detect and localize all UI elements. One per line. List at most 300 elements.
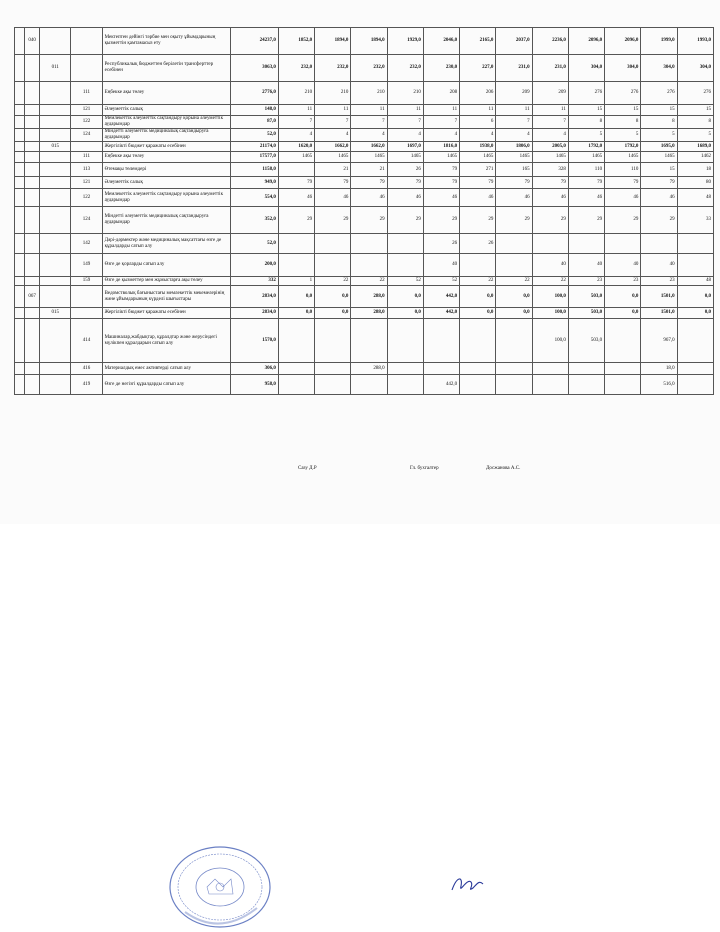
cell-m2: 210 xyxy=(315,82,351,105)
cell-m9: 1465 xyxy=(568,152,604,163)
cell-m9: 276 xyxy=(568,82,604,105)
cell-m8: 40 xyxy=(532,254,568,277)
cell-m7: 79 xyxy=(496,177,532,189)
cell-m1 xyxy=(278,234,314,254)
cell-m11: 79 xyxy=(641,177,677,189)
cell-m1: 7 xyxy=(278,116,314,129)
signatory-2-name: Досжанова А.С. xyxy=(486,466,521,471)
table-row xyxy=(15,177,714,189)
cell-m9: 503,0 xyxy=(568,286,604,308)
cell-m12: 18 xyxy=(677,163,713,177)
cell-c3 xyxy=(40,105,71,116)
cell-m9: 40 xyxy=(568,254,604,277)
cell-m1: 210 xyxy=(278,82,314,105)
cell-m7: 22 xyxy=(496,277,532,286)
cell-m11: 18,0 xyxy=(641,363,677,375)
cell-m11 xyxy=(641,234,677,254)
cell-total: 1158,0 xyxy=(230,163,278,177)
cell-m2: 1465 xyxy=(315,152,351,163)
cell-name: Өзге де негізгі құралдарды сатып алу xyxy=(102,375,230,395)
cell-m2: 21 xyxy=(315,163,351,177)
cell-m4: 46 xyxy=(387,189,423,207)
cell-c1 xyxy=(15,55,25,82)
cell-m1: 1465 xyxy=(278,152,314,163)
cell-c3 xyxy=(40,254,71,277)
cell-m4: 232,0 xyxy=(387,55,423,82)
cell-m5: 46 xyxy=(423,189,459,207)
cell-c3 xyxy=(40,286,71,308)
cell-m6: 22 xyxy=(460,277,496,286)
cell-c4: 111 xyxy=(71,152,102,163)
cell-m9: 503,0 xyxy=(568,308,604,319)
cell-m3 xyxy=(351,254,387,277)
cell-c2 xyxy=(25,129,40,142)
cell-m2 xyxy=(315,375,351,395)
cell-c1 xyxy=(15,129,25,142)
cell-total: 1570,0 xyxy=(230,319,278,363)
cell-m9: 110 xyxy=(568,163,604,177)
cell-c4: 122 xyxy=(71,189,102,207)
cell-m7 xyxy=(496,234,532,254)
cell-m9: 15 xyxy=(568,105,604,116)
cell-total: 148,0 xyxy=(230,105,278,116)
cell-m9: 23 xyxy=(568,277,604,286)
cell-m5: 442,0 xyxy=(423,308,459,319)
cell-m1: 4 xyxy=(278,129,314,142)
cell-c3 xyxy=(40,277,71,286)
cell-c1 xyxy=(15,277,25,286)
cell-m3 xyxy=(351,375,387,395)
cell-name: Өзге де қорларды сатып алу xyxy=(102,254,230,277)
cell-m9 xyxy=(568,363,604,375)
cell-name: Әлеуметтік салық xyxy=(102,105,230,116)
cell-c3 xyxy=(40,363,71,375)
cell-m12: 48 xyxy=(677,277,713,286)
cell-m8: 7 xyxy=(532,116,568,129)
cell-name: Міндетті әлеуметтік медициналық сақтандыруға аударымдар xyxy=(102,129,230,142)
cell-m4 xyxy=(387,363,423,375)
cell-m10: 1465 xyxy=(605,152,641,163)
cell-m10: 8 xyxy=(605,116,641,129)
cell-m2: 46 xyxy=(315,189,351,207)
cell-m5: 79 xyxy=(423,163,459,177)
cell-c2 xyxy=(25,207,40,234)
cell-m8: 11 xyxy=(532,105,568,116)
cell-m2 xyxy=(315,363,351,375)
cell-c2: 067 xyxy=(25,286,40,308)
cell-m5: 29 xyxy=(423,207,459,234)
cell-m5: 26 xyxy=(423,234,459,254)
cell-m5: 208 xyxy=(423,82,459,105)
cell-m3: 1662,0 xyxy=(351,142,387,152)
cell-m3: 1894,0 xyxy=(351,28,387,55)
cell-c2 xyxy=(25,152,40,163)
cell-c2 xyxy=(25,375,40,395)
cell-m1: 1 xyxy=(278,277,314,286)
cell-m2 xyxy=(315,319,351,363)
cell-m5: 1816,0 xyxy=(423,142,459,152)
cell-m2: 1894,0 xyxy=(315,28,351,55)
cell-c1 xyxy=(15,28,25,55)
cell-m9 xyxy=(568,375,604,395)
cell-m11: 15 xyxy=(641,105,677,116)
cell-m4: 11 xyxy=(387,105,423,116)
table-row xyxy=(15,207,714,234)
cell-name: Міндетті әлеуметтік медициналық сақтандыруға аударымдар xyxy=(102,207,230,234)
cell-m4: 79 xyxy=(387,177,423,189)
cell-c1 xyxy=(15,363,25,375)
cell-m8 xyxy=(532,363,568,375)
cell-m4: 29 xyxy=(387,207,423,234)
cell-name: Жергілікті бюджет қаражаты есебінен xyxy=(102,308,230,319)
cell-m10: 40 xyxy=(605,254,641,277)
cell-m7 xyxy=(496,375,532,395)
cell-c4 xyxy=(71,286,102,308)
table-row xyxy=(15,319,714,363)
table-row xyxy=(15,142,714,152)
cell-c3 xyxy=(40,207,71,234)
cell-c3 xyxy=(40,177,71,189)
cell-m2: 1662,0 xyxy=(315,142,351,152)
cell-total: 352,0 xyxy=(230,207,278,234)
cell-m5: 7 xyxy=(423,116,459,129)
cell-c1 xyxy=(15,234,25,254)
cell-m12: 0,0 xyxy=(677,286,713,308)
cell-m4: 26 xyxy=(387,163,423,177)
cell-m3: 79 xyxy=(351,177,387,189)
cell-m12 xyxy=(677,375,713,395)
cell-m12: 15 xyxy=(677,105,713,116)
cell-m6 xyxy=(460,363,496,375)
cell-m10: 276 xyxy=(605,82,641,105)
cell-c4: 121 xyxy=(71,177,102,189)
cell-c1 xyxy=(15,82,25,105)
cell-m12: 48 xyxy=(677,189,713,207)
cell-c4: 149 xyxy=(71,254,102,277)
cell-c1 xyxy=(15,286,25,308)
cell-c4: 113 xyxy=(71,163,102,177)
cell-m3: 22 xyxy=(351,277,387,286)
cell-c3 xyxy=(40,163,71,177)
cell-c2 xyxy=(25,116,40,129)
cell-m7 xyxy=(496,363,532,375)
cell-m12 xyxy=(677,254,713,277)
cell-m7: 2037,0 xyxy=(496,28,532,55)
cell-m7: 46 xyxy=(496,189,532,207)
cell-m7: 231,0 xyxy=(496,55,532,82)
cell-m7: 7 xyxy=(496,116,532,129)
cell-m12: 276 xyxy=(677,82,713,105)
cell-c2 xyxy=(25,177,40,189)
cell-c3: 015 xyxy=(40,308,71,319)
cell-m7 xyxy=(496,319,532,363)
cell-m6: 46 xyxy=(460,189,496,207)
cell-c3 xyxy=(40,234,71,254)
cell-c4 xyxy=(71,28,102,55)
cell-m7 xyxy=(496,254,532,277)
cell-c3 xyxy=(40,189,71,207)
cell-m1: 11 xyxy=(278,105,314,116)
cell-m12: 1993,0 xyxy=(677,28,713,55)
cell-m2: 0,0 xyxy=(315,308,351,319)
cell-m5: 2046,0 xyxy=(423,28,459,55)
cell-c4: 121 xyxy=(71,105,102,116)
cell-m10: 110 xyxy=(605,163,641,177)
cell-m5: 11 xyxy=(423,105,459,116)
handwritten-signature xyxy=(449,872,489,898)
cell-m1: 79 xyxy=(278,177,314,189)
cell-c2: 040 xyxy=(25,28,40,55)
table-row xyxy=(15,254,714,277)
cell-name: Еңбекке ақы төлеу xyxy=(102,152,230,163)
cell-name: Өтемақы төлемдері xyxy=(102,163,230,177)
cell-m1 xyxy=(278,163,314,177)
cell-m7: 0,0 xyxy=(496,308,532,319)
cell-name: Материалдық емес активтерді сатып алу xyxy=(102,363,230,375)
cell-c3 xyxy=(40,152,71,163)
cell-m2: 232,0 xyxy=(315,55,351,82)
table-row xyxy=(15,277,714,286)
cell-m3: 210 xyxy=(351,82,387,105)
cell-total: 21174,0 xyxy=(230,142,278,152)
cell-name: Әлеуметтік салық xyxy=(102,177,230,189)
cell-total: 17577,0 xyxy=(230,152,278,163)
signatory-1-name: Сазу Д.Р xyxy=(298,466,317,471)
cell-m11: 15 xyxy=(641,163,677,177)
cell-m4: 0,0 xyxy=(387,286,423,308)
cell-name: Мектептен дейінгі тәрбие мен оқыту ұйымдарының қызметтін қамтамасыз ету xyxy=(102,28,230,55)
cell-c3 xyxy=(40,375,71,395)
cell-m6: 227,0 xyxy=(460,55,496,82)
cell-m12: 33 xyxy=(677,207,713,234)
cell-m11: 1465 xyxy=(641,152,677,163)
cell-m3: 288,0 xyxy=(351,363,387,375)
cell-m12: 5 xyxy=(677,129,713,142)
cell-total: 2834,0 xyxy=(230,308,278,319)
cell-m11: 8 xyxy=(641,116,677,129)
cell-m2: 29 xyxy=(315,207,351,234)
cell-m5: 442,0 xyxy=(423,286,459,308)
cell-m11: 1999,0 xyxy=(641,28,677,55)
cell-m1: 46 xyxy=(278,189,314,207)
cell-c1 xyxy=(15,163,25,177)
cell-c2 xyxy=(25,319,40,363)
cell-m11: 1501,0 xyxy=(641,286,677,308)
cell-m10: 304,0 xyxy=(605,55,641,82)
cell-c2 xyxy=(25,308,40,319)
cell-name: Өзге де қызметтер мен жұмыстарға ақы төлеу xyxy=(102,277,230,286)
cell-m6: 2165,0 xyxy=(460,28,496,55)
cell-m3: 232,0 xyxy=(351,55,387,82)
cell-m4 xyxy=(387,254,423,277)
table-row xyxy=(15,116,714,129)
cell-m8: 22 xyxy=(532,277,568,286)
cell-m4: 1465 xyxy=(387,152,423,163)
cell-m7: 4 xyxy=(496,129,532,142)
cell-m2: 4 xyxy=(315,129,351,142)
table-row xyxy=(15,55,714,82)
cell-m8: 79 xyxy=(532,177,568,189)
cell-m9: 5 xyxy=(568,129,604,142)
cell-m6: 0,0 xyxy=(460,308,496,319)
cell-name: Дәрі-дәрмектер және медициналық мақсаттағы өзге де құралдарды сатып алу xyxy=(102,234,230,254)
cell-c4: 124 xyxy=(71,129,102,142)
cell-c2 xyxy=(25,234,40,254)
cell-m6: 271 xyxy=(460,163,496,177)
cell-m1 xyxy=(278,254,314,277)
cell-m3: 11 xyxy=(351,105,387,116)
cell-total: 958,0 xyxy=(230,375,278,395)
cell-c2 xyxy=(25,163,40,177)
cell-m1: 232,0 xyxy=(278,55,314,82)
cell-m10 xyxy=(605,319,641,363)
cell-m10 xyxy=(605,234,641,254)
cell-c3: 011 xyxy=(40,55,71,82)
cell-m1: 1852,0 xyxy=(278,28,314,55)
cell-m9: 2096,0 xyxy=(568,28,604,55)
cell-m8: 1465 xyxy=(532,152,568,163)
table-row xyxy=(15,152,714,163)
cell-m12 xyxy=(677,363,713,375)
cell-m5: 52 xyxy=(423,277,459,286)
cell-m5: 79 xyxy=(423,177,459,189)
cell-m8: 100,0 xyxy=(532,319,568,363)
cell-m12: 0,0 xyxy=(677,308,713,319)
cell-m8: 29 xyxy=(532,207,568,234)
cell-m9: 8 xyxy=(568,116,604,129)
cell-m12 xyxy=(677,234,713,254)
cell-m2: 11 xyxy=(315,105,351,116)
table-row xyxy=(15,82,714,105)
cell-m3: 1465 xyxy=(351,152,387,163)
cell-c4: 142 xyxy=(71,234,102,254)
cell-m11: 967,0 xyxy=(641,319,677,363)
table-row xyxy=(15,234,714,254)
cell-c2 xyxy=(25,277,40,286)
cell-m6: 1465 xyxy=(460,152,496,163)
cell-c1 xyxy=(15,254,25,277)
cell-m10: 5 xyxy=(605,129,641,142)
cell-m11: 516,0 xyxy=(641,375,677,395)
cell-m6: 29 xyxy=(460,207,496,234)
cell-c1 xyxy=(15,207,25,234)
cell-c1 xyxy=(15,375,25,395)
cell-m1 xyxy=(278,319,314,363)
cell-m11: 40 xyxy=(641,254,677,277)
cell-m7: 1806,0 xyxy=(496,142,532,152)
cell-m6: 4 xyxy=(460,129,496,142)
cell-m2 xyxy=(315,234,351,254)
cell-m7: 209 xyxy=(496,82,532,105)
table-row xyxy=(15,363,714,375)
cell-m6: 1938,0 xyxy=(460,142,496,152)
cell-m9: 503,0 xyxy=(568,319,604,363)
cell-m4 xyxy=(387,319,423,363)
cell-m6 xyxy=(460,375,496,395)
cell-c2 xyxy=(25,82,40,105)
table-row xyxy=(15,163,714,177)
cell-m3: 46 xyxy=(351,189,387,207)
cell-m4 xyxy=(387,234,423,254)
cell-m8: 328 xyxy=(532,163,568,177)
cell-total: 52,0 xyxy=(230,234,278,254)
table-row xyxy=(15,375,714,395)
cell-m3: 21 xyxy=(351,163,387,177)
cell-m9 xyxy=(568,234,604,254)
cell-m8: 100,0 xyxy=(532,286,568,308)
cell-m7: 11 xyxy=(496,105,532,116)
cell-name: Мемлекеттік әлеуметтік сақтандыру қорына әлеуметтік аударымдар xyxy=(102,116,230,129)
cell-m12 xyxy=(677,319,713,363)
cell-m6: 11 xyxy=(460,105,496,116)
cell-m9: 29 xyxy=(568,207,604,234)
cell-c4: 416 xyxy=(71,363,102,375)
cell-m11: 304,0 xyxy=(641,55,677,82)
cell-c1 xyxy=(15,105,25,116)
cell-m2: 79 xyxy=(315,177,351,189)
cell-m3 xyxy=(351,319,387,363)
cell-c3 xyxy=(40,116,71,129)
cell-m11: 29 xyxy=(641,207,677,234)
cell-m4: 7 xyxy=(387,116,423,129)
cell-m5: 1465 xyxy=(423,152,459,163)
cell-c4 xyxy=(71,55,102,82)
table-row xyxy=(15,308,714,319)
cell-m10: 29 xyxy=(605,207,641,234)
cell-m8: 100,0 xyxy=(532,308,568,319)
cell-m4 xyxy=(387,375,423,395)
cell-total: 52,0 xyxy=(230,129,278,142)
cell-m10: 79 xyxy=(605,177,641,189)
cell-m11: 23 xyxy=(641,277,677,286)
cell-m6: 26 xyxy=(460,234,496,254)
cell-c4: 414 xyxy=(71,319,102,363)
cell-total: 554,0 xyxy=(230,189,278,207)
cell-m2: 22 xyxy=(315,277,351,286)
cell-m2: 7 xyxy=(315,116,351,129)
cell-m6 xyxy=(460,319,496,363)
cell-m12: 304,0 xyxy=(677,55,713,82)
cell-c1 xyxy=(15,142,25,152)
cell-m8: 46 xyxy=(532,189,568,207)
cell-m4: 0,0 xyxy=(387,308,423,319)
cell-m3: 288,0 xyxy=(351,308,387,319)
table-row xyxy=(15,189,714,207)
cell-c1 xyxy=(15,308,25,319)
cell-m5: 230,0 xyxy=(423,55,459,82)
cell-c2 xyxy=(25,55,40,82)
cell-total: 306,0 xyxy=(230,363,278,375)
cell-total: 24237,0 xyxy=(230,28,278,55)
cell-c3 xyxy=(40,82,71,105)
cell-m10: 46 xyxy=(605,189,641,207)
cell-m8 xyxy=(532,375,568,395)
cell-c1 xyxy=(15,319,25,363)
cell-m4: 1697,0 xyxy=(387,142,423,152)
cell-name: Республикалық бюджеттен берілетін трансферттер есебінен xyxy=(102,55,230,82)
cell-m12: 80 xyxy=(677,177,713,189)
cell-c4 xyxy=(71,142,102,152)
cell-m4: 52 xyxy=(387,277,423,286)
cell-m3: 7 xyxy=(351,116,387,129)
table-row xyxy=(15,286,714,308)
cell-m9: 304,0 xyxy=(568,55,604,82)
cell-m9: 1792,0 xyxy=(568,142,604,152)
cell-m5: 442,0 xyxy=(423,375,459,395)
cell-c3 xyxy=(40,129,71,142)
cell-m12: 1689,0 xyxy=(677,142,713,152)
cell-m7: 165 xyxy=(496,163,532,177)
